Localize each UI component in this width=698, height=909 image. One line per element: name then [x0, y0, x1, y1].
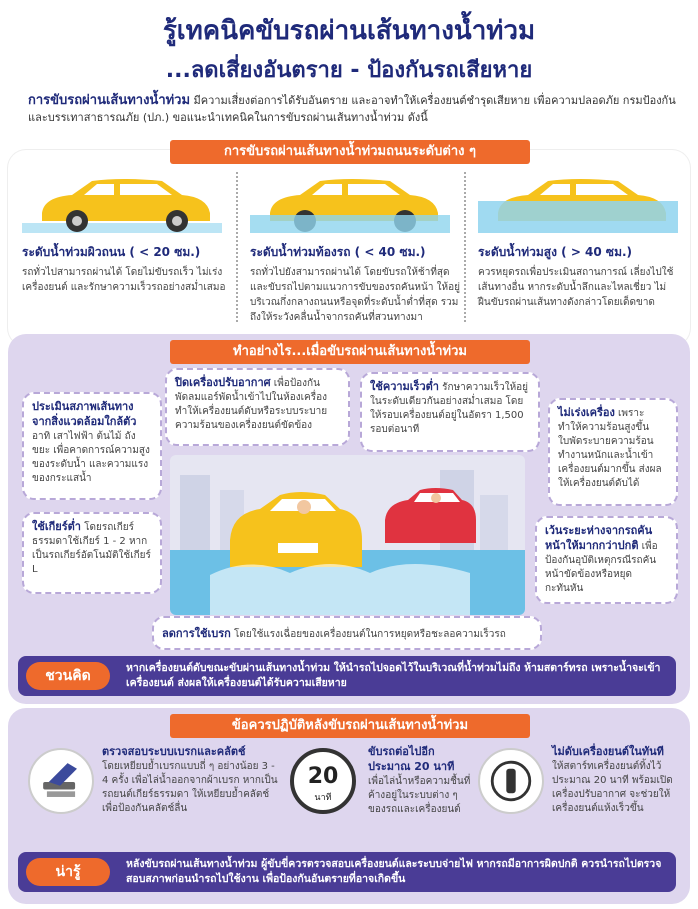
tip-head: ปิดเครื่องปรับอากาศ: [175, 376, 271, 389]
timer-number: 20: [307, 764, 339, 789]
timer-icon: [290, 748, 356, 814]
level-column-low: [22, 175, 237, 345]
page-title: [0, 10, 698, 51]
divider: [236, 172, 238, 322]
after-head: ขับรถต่อไปอีกประมาณ 20 นาที: [368, 745, 455, 773]
after-head: ตรวจสอบระบบเบรกและคลัตช์: [102, 745, 246, 758]
tip-air-con: [165, 368, 350, 446]
car-icon: [478, 175, 678, 233]
after-item-keep-running: [552, 745, 680, 816]
tip-head: ใช้เกียร์ต่ำ: [32, 520, 81, 533]
tip-low-gear: [22, 512, 162, 594]
divider: [464, 172, 466, 322]
think-note-tag: ชวนคิด: [26, 662, 110, 690]
tip-head: เว้นระยะห่างจากรถคันหน้าให้มากกว่าปกติ: [545, 524, 653, 552]
title-part1: รู้เทคนิคขับรถผ่าน: [162, 16, 367, 46]
intro-lead: การขับรถผ่านเส้นทางน้ำท่วม: [28, 93, 191, 108]
after-driving-banner: ข้อควรปฏิบัติหลังขับรถผ่านเส้นทางน้ำท่วม: [170, 714, 530, 738]
brake-pedal-icon: [28, 748, 94, 814]
tip-text: เพื่อป้องกันพัดลมแอร์พัดน้ำเข้าไปในห้องเครื่อง ทำให้เครื่องยนต์ดับหรือระบบระบายความร้อนของเครื่องยนต์ขัดข้อง: [175, 378, 328, 431]
knowledge-note-tag: น่ารู้: [26, 858, 110, 886]
level-low-text: รถทั่วไปสามารถผ่านได้ โดยไม่ขับรถเร็ว ไม่เร่งเครื่องยนต์ และรักษาความเร็วรถอย่างสม่ำเสมอ: [22, 267, 226, 293]
tip-head: ลดการใช้เบรก: [162, 627, 231, 640]
timer-unit: นาที: [314, 793, 332, 803]
after-text: โดยเหยียบย้ำเบรกแบบถี่ ๆ อย่างน้อย 3 - 4 ครั้ง เพื่อไล่น้ำออกจากผ้าเบรก หากเป็นรถยนต์เกียร์ธรรมดา ให้เหยียบย้ำคลัตช์เพื่อป้องกันคลัตช์ลื่น: [102, 761, 278, 814]
flood-driving-illustration: [170, 455, 525, 615]
page-subtitle: ...ลดเสี่ยงอันตราย - ป้องกันรถเสียหาย: [165, 58, 533, 83]
tip-head: ใช้ความเร็วต่ำ: [370, 380, 439, 393]
tip-text: เพื่อป้องกันอุบัติเหตุกรณีรถคันหน้าขัดข้องหรือหยุดกะทันหัน: [545, 541, 658, 594]
level-high-title: ระดับน้ำท่วมสูง ( > 40 ซม.): [478, 245, 633, 259]
tip-less-braking: [152, 616, 542, 650]
tip-text: อาทิ เสาไฟฟ้า ต้นไม้ ถังขยะ เพื่อคาดการณ์ความสูงของระดับน้ำ และความแรงของกระแสน้ำ: [32, 431, 150, 484]
knowledge-note-text: หลังขับรถผ่านเส้นทางน้ำท่วม ผู้ขับขี่ควรตรวจสอบเครื่องยนต์และระบบจ่ายไฟ หากรถมีอาการผิดปกติ ควรนำรถไปตรวจสอบสภาพก่อนนำรถไปใช้งาน เพื่อป้องกันอันตรายที่อาจเกิดขึ้น: [126, 858, 662, 885]
water-levels-banner: การขับรถผ่านเส้นทางน้ำท่วมถนนระดับต่าง ๆ: [170, 140, 530, 164]
tip-text: เพราะทำให้ความร้อนสูงขึ้น ใบพัดระบายความร้อนทำงานหนักและน้ำเข้าเครื่องยนต์มากขึ้น ส่งผลให้เครื่องยนต์ดับได้: [558, 408, 662, 489]
after-head: ไม่ดับเครื่องยนต์ในทันที: [552, 745, 664, 758]
after-item-drive-on: [368, 745, 472, 817]
tip-head: ประเมินสภาพเส้นทางจากสิ่งแวดล้อมใกล้ตัว: [32, 400, 137, 428]
tip-text: รักษาความเร็วให้อยู่ในระดับเดียวกันอย่างสม่ำเสมอ โดยให้รอบเครื่องยนต์อยู่ในอัตรา 1,500 รอบต่อนาที: [370, 382, 529, 435]
level-mid-title: ระดับน้ำท่วมท้องรถ ( < 40 ซม.): [250, 245, 426, 259]
level-column-mid: [250, 175, 465, 345]
driving-tips-banner: ทำอย่างไร...เมื่อขับรถผ่านเส้นทางน้ำท่วม: [170, 340, 530, 364]
tip-assess-route: [22, 392, 162, 500]
think-note: [18, 656, 676, 696]
ignition-key-icon: [478, 748, 544, 814]
level-high-text: ควรหยุดรถเพื่อประเมินสถานการณ์ เลี่ยงไปใช้เส้นทางอื่น หากระดับน้ำลึกและไหลเชี่ยว ไม่ฝืนขับรถผ่านเส้นทางดังกล่าวโดยเด็ดขาด: [478, 267, 674, 308]
title-highlight: เส้นทางน้ำท่วม: [366, 16, 536, 46]
intro-text: มีความเสี่ยงต่อการได้รับอันตราย และอาจทำให้เครื่องยนต์ชำรุดเสียหาย เพื่อความปลอดภัย กรมป้องกันและบรรเทาสาธารณภัย (ปภ.) ขอแนะนำเทคนิคในการขับรถผ่านเส้นทางน้ำท่วม ดังนี้: [28, 94, 676, 124]
level-mid-text: รถทั่วไปยังสามารถผ่านได้ โดยขับรถให้ช้าที่สุด และขับรถไปตามแนวการขับของรถคันหน้า ให้อยู่บริเวณกึ่งกลางถนนหรือจุดที่ระดับน้ำต่ำที่สุด รวมถึงให้ระวังคลื่นน้ำจากรถคันที่สวนทางมา: [250, 267, 460, 323]
tip-no-rev: [548, 398, 678, 506]
tip-low-speed: [360, 372, 540, 452]
knowledge-note: [18, 852, 676, 892]
car-icon: [250, 175, 450, 233]
tip-text: โดยรถเกียร์ธรรมดาใช้เกียร์ 1 - 2 หากเป็นรถเกียร์อัตโนมัติใช้เกียร์ L: [32, 522, 151, 575]
after-item-brakes: [102, 745, 280, 816]
after-text: ให้สตาร์ทเครื่องยนต์ทิ้งไว้ประมาณ 20 นาที พร้อมเปิดเครื่องปรับอากาศ จะช่วยให้เครื่องยนต์แห้งเร็วขึ้น: [552, 761, 673, 814]
tip-head: ไม่เร่งเครื่อง: [558, 406, 615, 419]
intro-paragraph: [28, 92, 678, 126]
tip-keep-distance: [535, 516, 678, 604]
after-text: เพื่อไล่น้ำหรือความชื้นที่ค้างอยู่ในระบบต่าง ๆ ของรถและเครื่องยนต์: [368, 776, 471, 815]
think-note-text: หากเครื่องยนต์ดับขณะขับผ่านเส้นทางน้ำท่วม ให้นำรถไปจอดไว้ในบริเวณที่น้ำท่วมไม่ถึง ห้ามสตาร์ทรถ เพราะน้ำจะเข้าเครื่องยนต์ ส่งผลให้เครื่องยนต์ได้รับความเสียหาย: [126, 662, 661, 689]
level-low-title: ระดับน้ำท่วมผิวถนน ( < 20 ซม.): [22, 245, 201, 259]
tip-text: โดยใช้แรงเฉื่อยของเครื่องยนต์ในการหยุดหรือชะลอความเร็วรถ: [233, 629, 506, 640]
level-column-high: [478, 175, 678, 345]
car-icon: [22, 175, 222, 233]
